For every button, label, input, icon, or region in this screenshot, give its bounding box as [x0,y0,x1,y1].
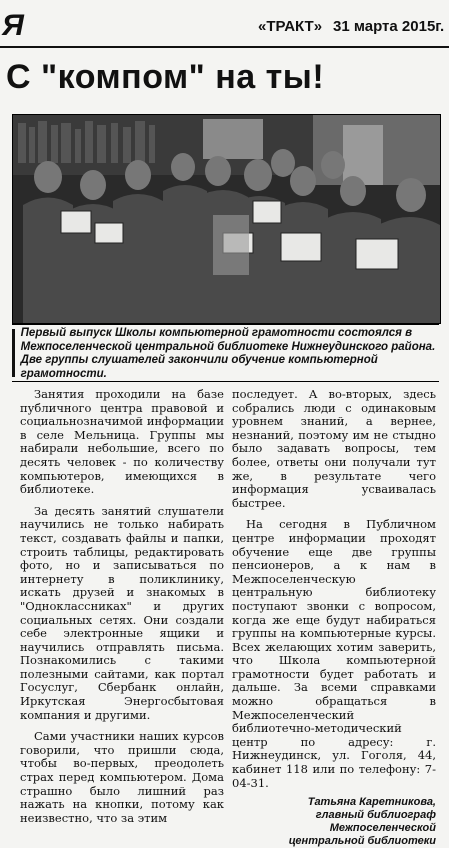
group-photo [12,114,441,324]
article-column-left [20,388,224,825]
paragraph-3-continuation: последует. А во-вторых, здесь собрались люди с одинаковым уровнем знаний, а вернее, незнаний, поэтому им не стыдно было задавать вопросы, тем более, ответы они получали тут же, в результате чего информация усваивалась быстрее. [232,387,436,510]
newspaper-header [0,8,449,48]
author-signature [232,796,436,848]
lead-text: Первый выпуск Школы компьютерной грамотности состоялся в Межпоселенческой центральной библиотеке Нижнеудинского района. Две группы слушателей закончили обучение компьютерной грамотности. [20,327,436,380]
section-letter: Я [2,9,24,42]
newspaper-name: «ТРАКТ» [258,18,323,35]
group-photo-image [13,115,440,323]
paragraph-3: Сами участники наших курсов говорили, что пришли сюда, чтобы во-первых, преодолеть страх перед компьютером. Дома страшно было лишний раз нажать на кнопки, потому как неизвестно, что за этим [20,729,224,825]
article-column-right [232,388,436,848]
lead-accent-bar [12,329,15,377]
paragraph-1: Занятия проходили на базе публичного центра правовой и социальнозначимой информации в селе Мельница. Группы мы набирали небольшие, всего по десять человек - по количеству компьютеров, имеющихся в библиотеке. [20,387,224,497]
paragraph-2: За десять занятий слушатели научились не только набирать текст, создавать файлы и папки, строить таблицы, редактировать фото, но и записываться по интернету в поликлинику, искать друзей и знакомых в "Одноклассниках" и других социальных сетях. Они создали себе электронные ящики и научились отправлять письма. Познакомились с такими полезными сайтами, как портал Госуслуг, Сбербанк онлайн, Иркутская Энергосбытовая компания и другими. [20,503,224,722]
author-role: главный библиограф [315,809,436,822]
issue-date: 31 марта 2015г. [333,18,445,35]
article-headline: С "компом" на ты! [6,58,325,96]
paragraph-4: На сегодня в Публичном центре информации проходят обучение еще две группы пенсионеров, а к нам в Межпоселенческую центральную библиотеку поступают звонки с вопросом, когда же еще будут набираться группы на компьютерные курсы. Всех желающих хотим заверить, что Школа компьютерной грамотности будет работать и дальше. За всеми справками можно обращаться в Межпоселенческий библиотечно-методический центр по адресу: г. Нижнеудинск, ул. Гоголя, 44, кабинет 118 или по телефону: 7-04-31. [232,517,436,790]
author-org-line-1: Межпоселенческой [329,822,436,835]
author-org-line-2: центральной библиотеки [288,835,436,848]
article-lead [12,324,439,382]
author-name: Татьяна Каретникова, [307,796,436,809]
